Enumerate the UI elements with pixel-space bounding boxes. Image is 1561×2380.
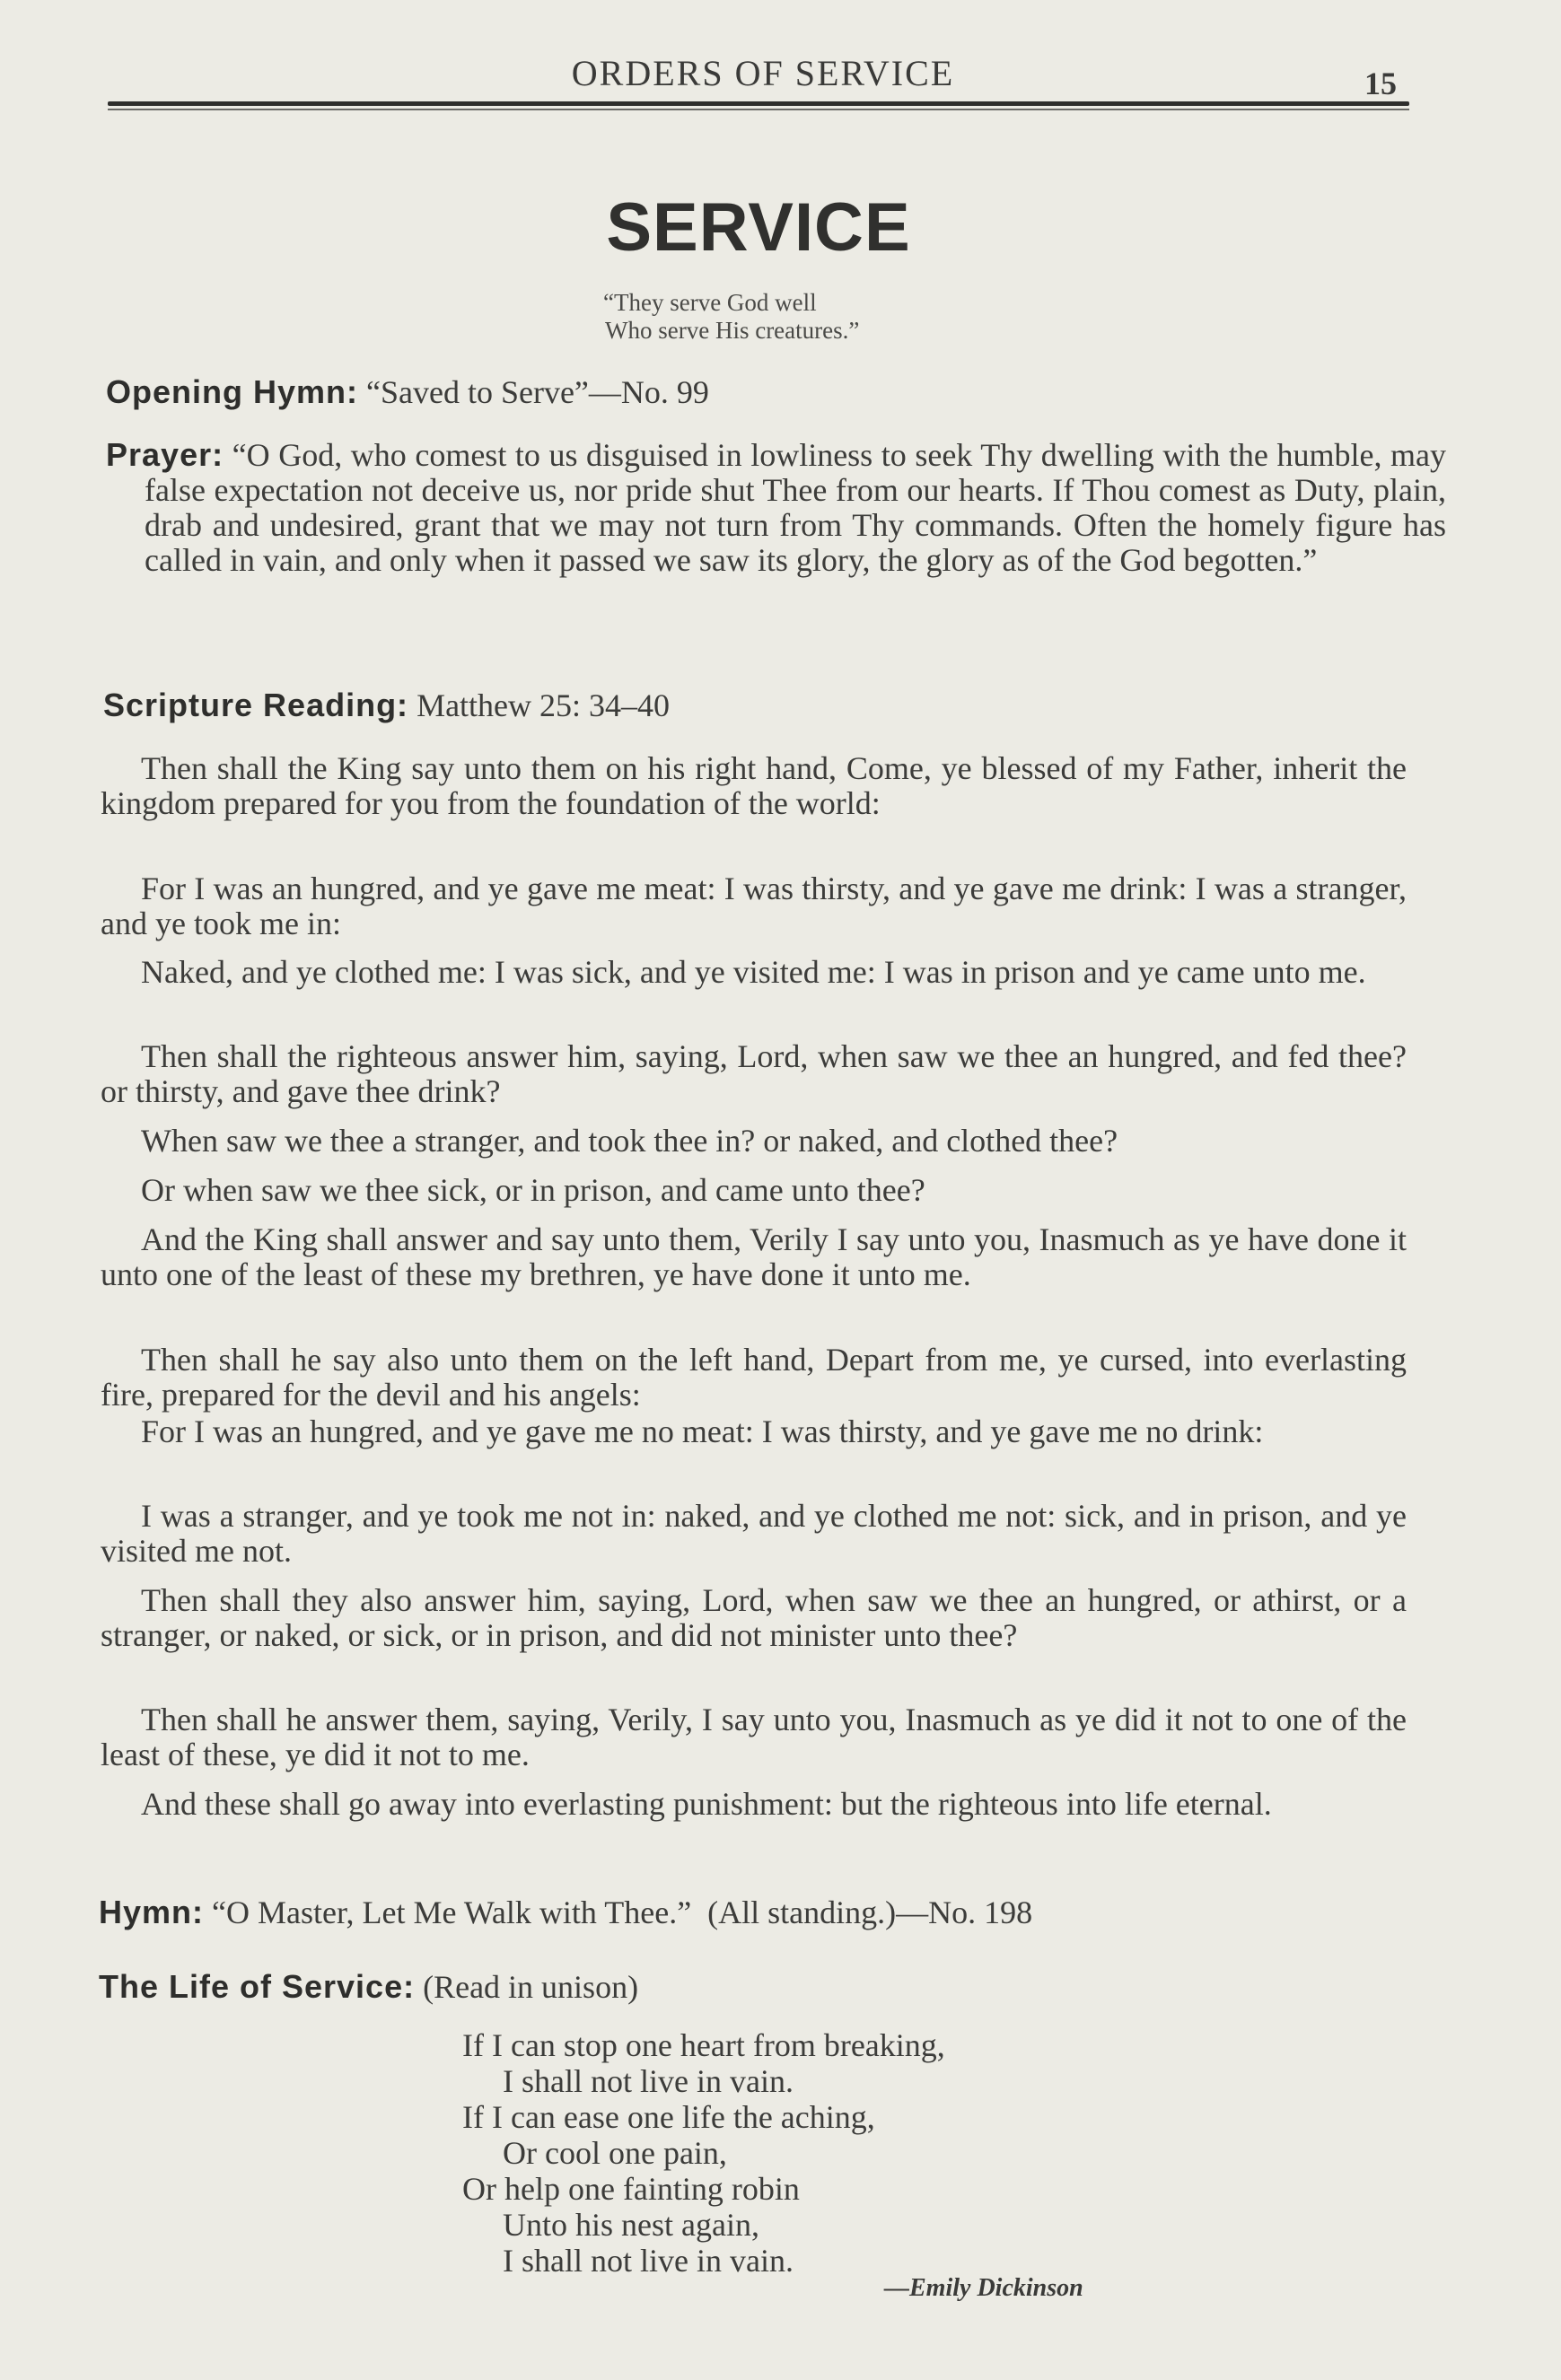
scripture-label: Scripture Reading:	[103, 687, 409, 723]
scripture-verse: And these shall go away into everlasting punishment: but the righteous into life eternal.	[141, 1786, 1272, 1822]
poem-line: I shall not live in vain.	[503, 2063, 794, 2099]
scripture-verse: Then shall he answer them, saying, Verily, I say unto you, Inasmuch as ye did it not to one of the least of these, ye did it not to me.	[101, 1702, 1407, 1772]
scripture-verse: And the King shall answer and say unto them, Verily I say unto you, Inasmuch as ye have done it unto one of the least of these my brethren, ye have done it unto me.	[101, 1221, 1407, 1292]
scripture-verse: Or when saw we thee sick, or in prison, and came unto thee?	[141, 1172, 925, 1208]
running-title: ORDERS OF SERVICE	[571, 53, 955, 93]
poem-line: Unto his nest again,	[503, 2207, 759, 2243]
poem-line: I shall not live in vain.	[503, 2243, 794, 2279]
poem-attribution: —Emily Dickinson	[884, 2274, 1083, 2302]
scripture-verse: For I was an hungred, and ye gave me no meat: I was thirsty, and ye gave me no drink:	[141, 1413, 1264, 1449]
epigraph-line: “They serve God well	[603, 289, 817, 316]
poem-line: If I can ease one life the aching,	[462, 2099, 875, 2135]
life-of-service	[99, 1968, 638, 2006]
scripture-verse: Then shall he say also unto them on the left hand, Depart from me, ye cursed, into everlasting fire, prepared for the devil and his angels:	[101, 1342, 1407, 1413]
page-title: SERVICE	[606, 189, 911, 266]
prayer-text: “O God, who comest to us disguised in lowliness to seek Thy dwelling with the humble, may false expectation not deceive us, nor pride shut Thee from our hearts. If Thou comest as Duty, plain, drab and undesired, grant that we may not turn from Thy commands. Often the homely figure has called in vain, and only when it passed we saw its glory, the glory as of the God begotten.”	[145, 437, 1446, 578]
scripture-verse: When saw we thee a stranger, and took thee in? or naked, and clothed thee?	[141, 1123, 1118, 1159]
hymn	[99, 1894, 1032, 1931]
prayer-label: Prayer:	[106, 436, 224, 473]
scripture-verse: For I was an hungred, and ye gave me meat: I was thirsty, and ye gave me drink: I was a stranger, and ye took me in:	[101, 871, 1407, 941]
hymn-text: “O Master, Let Me Walk with Thee.” (All standing.)—No. 198	[204, 1894, 1033, 1930]
scripture-verse: I was a stranger, and ye took me not in: naked, and ye clothed me not: sick, and in prison, and ye visited me not.	[101, 1498, 1407, 1569]
hymn-label: Hymn:	[99, 1894, 205, 1930]
poem-line: Or cool one pain,	[503, 2135, 727, 2171]
life-of-service-text: (Read in unison)	[415, 1969, 639, 2005]
scripture-verse: Naked, and ye clothed me: I was sick, and ye visited me: I was in prison and ye came unto me.	[141, 954, 1366, 990]
scripture-verse: Then shall the King say unto them on his right hand, Come, ye blessed of my Father, inherit the kingdom prepared for you from the foundation of the world:	[101, 750, 1407, 821]
life-of-service-label: The Life of Service:	[99, 1968, 416, 2005]
scripture-heading	[103, 687, 670, 724]
prayer	[106, 437, 1446, 578]
epigraph	[603, 289, 859, 345]
poem	[462, 2027, 945, 2279]
scripture-verse: Then shall the righteous answer him, saying, Lord, when saw we thee an hungred, and fed thee? or thirsty, and gave thee drink?	[101, 1038, 1407, 1109]
opening-hymn-label: Opening Hymn:	[106, 373, 358, 410]
scripture-verse: Then shall they also answer him, saying, Lord, when saw we thee an hungred, or athirst, or a stranger, or naked, or sick, or in prison, and did not minister unto thee?	[101, 1582, 1407, 1653]
header-rule-thin	[108, 109, 1409, 110]
poem-line: Or help one fainting robin	[462, 2171, 800, 2207]
poem-line: If I can stop one heart from breaking,	[462, 2027, 945, 2063]
page-number: 15	[1364, 66, 1397, 101]
scripture-reference: Matthew 25: 34–40	[408, 687, 671, 723]
header-rule	[108, 101, 1409, 106]
opening-hymn	[106, 373, 709, 411]
opening-hymn-text: “Saved to Serve”—No. 99	[358, 374, 709, 410]
epigraph-line: Who serve His creatures.”	[605, 317, 860, 344]
